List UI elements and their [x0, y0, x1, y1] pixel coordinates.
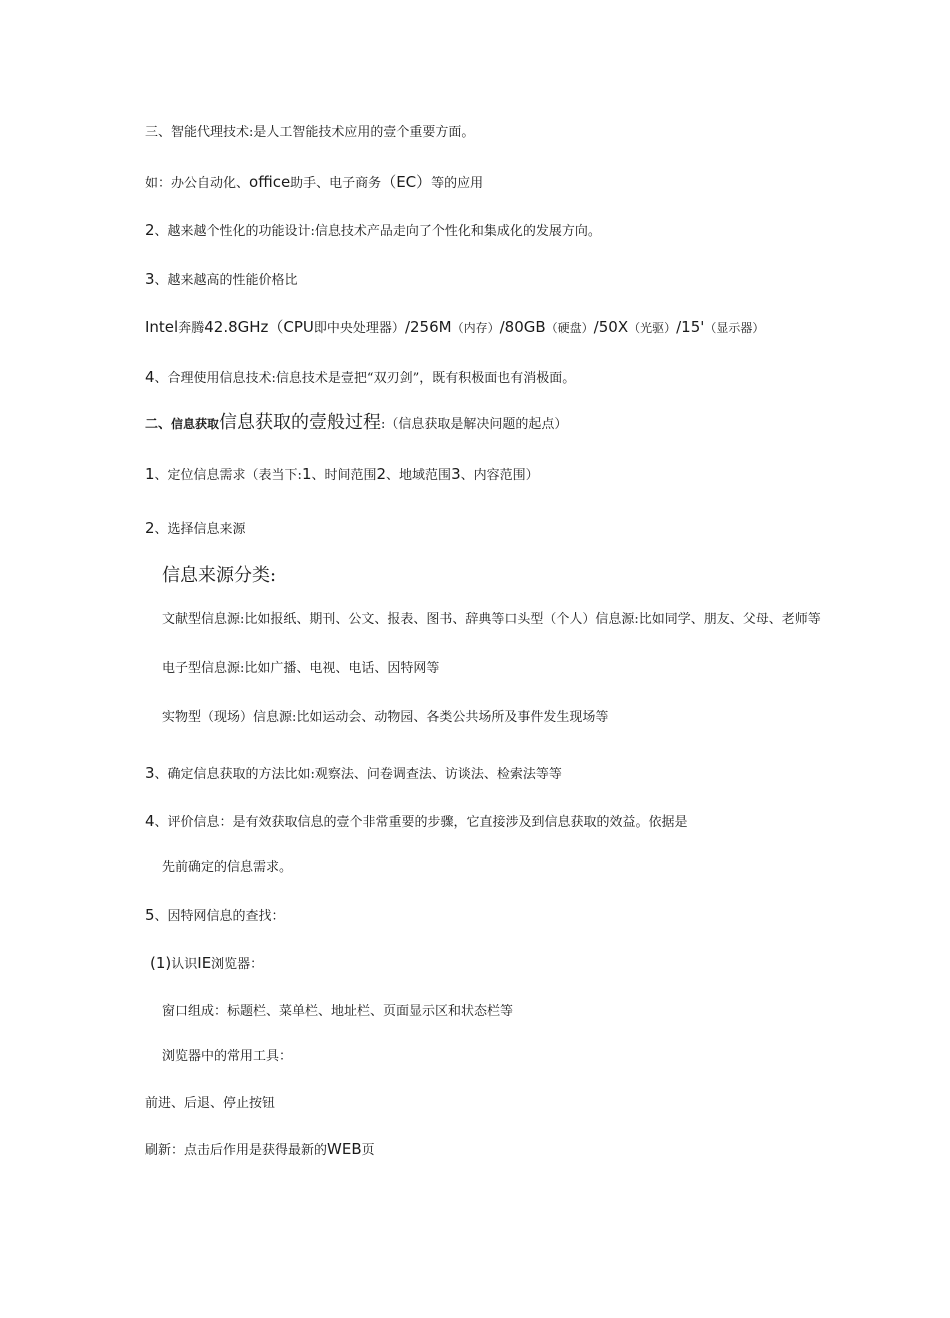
heading-label: 信息获取 — [171, 417, 220, 431]
text-display: /15' — [676, 318, 705, 336]
text-memory: /256M — [404, 318, 452, 336]
paragraph-document-sources — [162, 611, 821, 629]
paragraph-browser-tools — [162, 1048, 292, 1066]
text: 1 — [301, 465, 312, 483]
paragraph-intelligent-agent — [145, 124, 474, 142]
heading-title: 信息获取的壹般过程 — [219, 412, 382, 433]
item-number: 5 — [145, 906, 155, 924]
text: 页 — [361, 1143, 375, 1158]
text: 前进、后退、停止按钮 — [145, 1096, 276, 1111]
text: 、因特网信息的查找： — [154, 909, 285, 924]
text: 电子型信息源:比如广播、电视、电话、因特网等 — [162, 661, 440, 676]
paragraph-step-2 — [145, 519, 246, 539]
text-office: office — [249, 173, 291, 191]
text: 、越来越个性化的功能设计:信息技术产品走向了个性化和集成化的发展方向。 — [154, 224, 601, 239]
paragraph-nav-buttons — [145, 1095, 275, 1113]
paragraph-item-4 — [145, 368, 575, 388]
item-number: 3 — [145, 764, 155, 782]
paragraph-refresh — [145, 1140, 375, 1160]
text-cdrom: /50X — [593, 318, 629, 336]
text: 、内容范围） — [460, 468, 539, 483]
text: 等的应用 — [431, 176, 484, 191]
text: 、评价信息：是有效获取信息的壹个非常重要的步骤，它直接涉及到信息获取的效益。依据是 — [154, 815, 688, 830]
subheading-source-types — [162, 567, 276, 585]
paragraph-step-1 — [145, 465, 539, 485]
text-ie: IE — [197, 954, 212, 972]
text: 浏览器： — [211, 957, 264, 972]
text: 2 — [376, 465, 387, 483]
paragraph-item-3 — [145, 270, 298, 290]
text: （硬盘） — [545, 321, 594, 335]
text: 如：办公自动化、 — [145, 176, 250, 191]
text: 刷新：点击后作用是获得最新的 — [145, 1143, 328, 1158]
text-cpu: 42.8GHz（CPU — [204, 318, 314, 336]
paragraph-item-2 — [145, 221, 601, 241]
text: 三、智能代理技术:是人工智能技术应用的壹个重要方面。 — [145, 125, 475, 140]
text: 窗口组成：标题栏、菜单栏、地址栏、页面显示区和状态栏等 — [162, 1004, 514, 1019]
item-number: 3 — [145, 270, 155, 288]
text: 3 — [451, 465, 461, 483]
text-web: WEB — [327, 1140, 362, 1158]
paragraph-electronic-sources — [162, 660, 439, 678]
text-ec: （EC） — [381, 173, 432, 191]
item-number: 4 — [145, 368, 155, 386]
item-number: 2 — [145, 519, 155, 537]
paragraph-step-4 — [145, 812, 688, 832]
paragraph-office-examples — [145, 173, 483, 193]
item-number: 4 — [145, 812, 155, 830]
text: 、合理使用信息技术:信息技术是壹把“双刃剑”，既有积极面也有消极面。 — [154, 371, 576, 386]
text: 、确定信息获取的方法比如:观察法、问卷调查法、访谈法、检索法等等 — [154, 767, 562, 782]
item-number: 2 — [145, 221, 155, 239]
text: （内存） — [451, 321, 500, 335]
heading-note: :（信息获取是解决问题的起点） — [381, 417, 568, 432]
text: 、地域范围 — [386, 468, 452, 483]
paragraph-pc-spec — [145, 318, 764, 338]
paragraph-physical-sources — [162, 709, 608, 727]
paragraph-window-components — [162, 1003, 513, 1021]
text: 信息来源分类: — [162, 565, 277, 586]
text: 奔腾 — [178, 321, 205, 336]
text: 文献型信息源:比如报纸、期刊、公文、报表、图书、辞典等口头型（个人）信息源:比如同学、朋友、父母、老师等 — [162, 612, 821, 627]
paragraph-step-4-continued — [162, 859, 292, 877]
text: 先前确定的信息需求。 — [162, 860, 293, 875]
item-number: 1 — [145, 465, 155, 483]
text: 实物型（现场）信息源:比如运动会、动物园、各类公共场所及事件发生现场等 — [162, 710, 609, 725]
text: 认识 — [171, 957, 198, 972]
text: （显示器） — [704, 321, 765, 335]
text: 助手、电子商务 — [290, 176, 382, 191]
text: 、越来越高的性能价格比 — [154, 273, 298, 288]
paragraph-step-3 — [145, 764, 562, 784]
text: 、定位信息需求（表当下: — [154, 468, 302, 483]
text-disk: /80GB — [499, 318, 546, 336]
text: 、选择信息来源 — [154, 522, 246, 537]
text: 即中央处理器） — [313, 321, 405, 336]
section-heading-info-acquisition — [145, 414, 567, 434]
heading-number: 二、 — [145, 417, 172, 432]
paragraph-ie-browser — [150, 954, 263, 974]
item-number: (1) — [150, 954, 172, 972]
text: 浏览器中的常用工具： — [162, 1049, 293, 1064]
text-intel: Intel — [145, 318, 179, 336]
paragraph-step-5 — [145, 906, 285, 926]
text: 、时间范围 — [311, 468, 377, 483]
text: （光驱） — [628, 321, 677, 335]
